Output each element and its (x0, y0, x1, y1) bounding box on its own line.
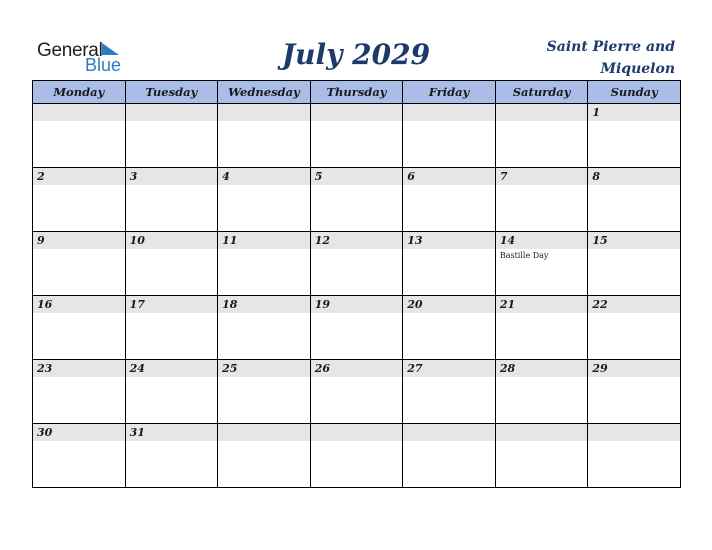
day-cell (218, 104, 311, 168)
region-name: Saint Pierre and Miquelon (546, 39, 675, 77)
weekday-header: Saturday (495, 81, 588, 104)
day-cell (588, 168, 681, 232)
day-number: 5 (314, 170, 323, 183)
day-number-bar (218, 104, 310, 121)
day-cell (403, 424, 496, 488)
day-cell (403, 360, 496, 424)
day-number: 10 (129, 234, 145, 247)
day-cell (218, 360, 311, 424)
day-cell (403, 296, 496, 360)
day-number-bar (496, 104, 588, 121)
day-cell (218, 424, 311, 488)
day-number-bar (33, 168, 125, 185)
day-cell (495, 360, 588, 424)
day-cell (310, 232, 403, 296)
day-number: 29 (592, 362, 608, 375)
week-row (33, 360, 681, 424)
day-cell (403, 232, 496, 296)
day-number: 8 (592, 170, 601, 183)
day-cell (218, 296, 311, 360)
day-cell (588, 296, 681, 360)
weekday-header: Tuesday (125, 81, 218, 104)
day-cell (588, 232, 681, 296)
day-cell (495, 104, 588, 168)
day-cell (588, 360, 681, 424)
day-number: 30 (37, 426, 53, 439)
day-cell (403, 104, 496, 168)
day-number-bar (496, 168, 588, 185)
weekday-header: Wednesday (218, 81, 311, 104)
day-cell (310, 168, 403, 232)
day-number: 17 (129, 298, 145, 311)
day-number: 1 (592, 106, 601, 119)
day-number-bar (311, 424, 403, 441)
day-number-bar (218, 168, 310, 185)
day-number-bar (588, 424, 680, 441)
day-cell (33, 424, 126, 488)
day-cell (33, 360, 126, 424)
day-cell (125, 104, 218, 168)
day-cell (33, 168, 126, 232)
day-number: 20 (407, 298, 423, 311)
day-cell (218, 168, 311, 232)
day-number-bar (588, 168, 680, 185)
day-cell (310, 296, 403, 360)
day-number-bar (218, 424, 310, 441)
day-cell (33, 104, 126, 168)
day-cell (310, 424, 403, 488)
day-number-bar (403, 104, 495, 121)
day-number: 12 (314, 234, 330, 247)
weekday-header: Sunday (588, 81, 681, 104)
day-number-bar (496, 424, 588, 441)
week-row (33, 424, 681, 488)
day-cell (125, 296, 218, 360)
day-number: 22 (592, 298, 608, 311)
day-cell (495, 296, 588, 360)
week-row (33, 232, 681, 296)
day-cell (588, 424, 681, 488)
calendar-title: July 2029 (281, 38, 431, 71)
day-number: 16 (37, 298, 53, 311)
weekday-header: Friday (403, 81, 496, 104)
day-number: 9 (37, 234, 45, 247)
day-number: 24 (129, 362, 145, 375)
day-number: 2 (37, 170, 45, 183)
calendar-grid (32, 80, 681, 488)
day-number-bar (403, 424, 495, 441)
weekday-header-row (33, 81, 681, 104)
week-row (33, 104, 681, 168)
day-number: 25 (222, 362, 238, 375)
day-cell (495, 168, 588, 232)
day-number: 19 (314, 298, 330, 311)
week-row (33, 296, 681, 360)
day-cell (125, 360, 218, 424)
day-cell (33, 232, 126, 296)
day-number: 27 (407, 362, 423, 375)
day-cell (495, 424, 588, 488)
weekday-header: Monday (33, 81, 126, 104)
day-number-bar (403, 168, 495, 185)
day-number: 14 (499, 234, 516, 247)
day-number: 4 (222, 170, 230, 183)
day-cell (310, 360, 403, 424)
day-number: 31 (129, 426, 145, 439)
day-cell (33, 296, 126, 360)
day-cell (218, 232, 311, 296)
day-number-bar (33, 104, 125, 121)
day-number-bar (588, 104, 680, 121)
day-number: 21 (499, 298, 516, 311)
day-number: 28 (499, 362, 516, 375)
holiday-label: Bastille Day (499, 251, 549, 260)
calendar-weeks (33, 104, 681, 488)
day-cell (310, 104, 403, 168)
day-number: 6 (407, 170, 415, 183)
week-row (33, 168, 681, 232)
day-number: 15 (592, 234, 608, 247)
day-number: 13 (407, 234, 423, 247)
day-cell (403, 168, 496, 232)
day-number: 11 (222, 234, 238, 247)
day-number: 7 (499, 170, 508, 183)
logo-text-general: General (37, 40, 103, 61)
day-number-bar (126, 104, 218, 121)
day-cell (125, 168, 218, 232)
day-cell (588, 104, 681, 168)
day-number: 26 (314, 362, 330, 375)
day-cell (495, 232, 588, 296)
weekday-header: Thursday (310, 81, 403, 104)
day-number-bar (33, 232, 125, 249)
day-number: 18 (222, 298, 238, 311)
day-number: 3 (129, 170, 138, 183)
day-number-bar (126, 168, 218, 185)
day-cell (125, 232, 218, 296)
logo-text-blue: Blue (85, 55, 122, 75)
day-number: 23 (37, 362, 53, 375)
day-number-bar (311, 104, 403, 121)
day-cell (125, 424, 218, 488)
day-number-bar (311, 168, 403, 185)
